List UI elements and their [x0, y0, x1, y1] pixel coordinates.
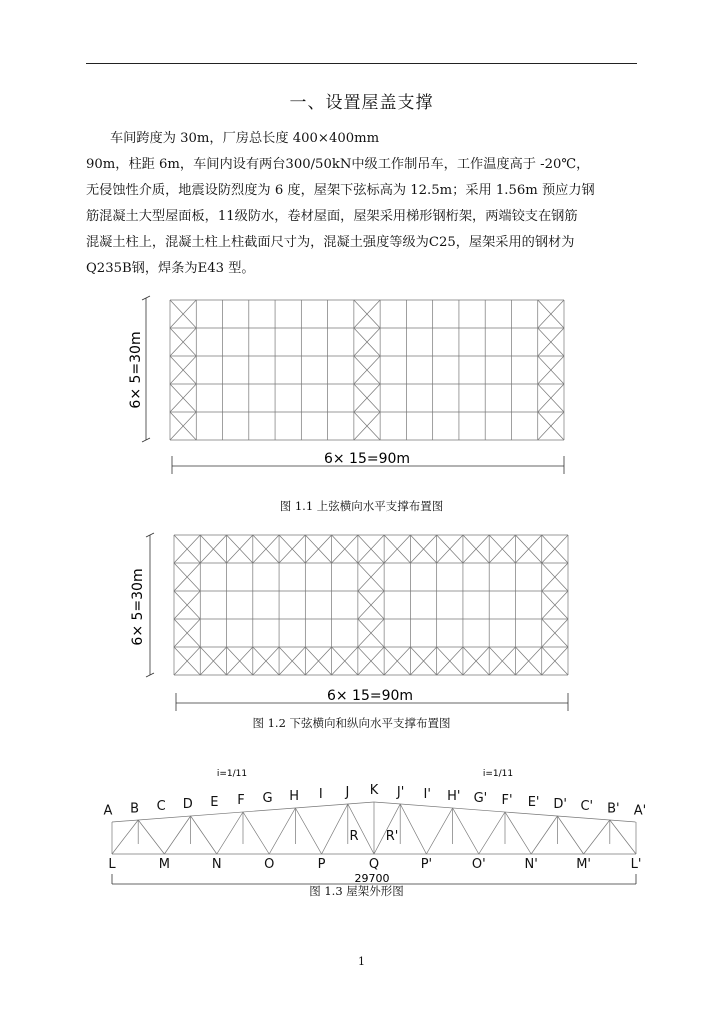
vertical-dimension: 6× 5=30m — [130, 568, 146, 646]
body-line: 筋混凝土大型屋面板，11级防水，卷材屋面，屋架采用梯形钢桁架，两端铰支在钢筋 — [86, 209, 578, 224]
figure-caption: 图 1.1 上弦横向水平支撑布置图 — [279, 499, 444, 513]
bottom-node-label: O' — [471, 857, 486, 872]
web-diagonal — [505, 812, 531, 854]
web-diagonal — [400, 804, 426, 854]
body-line: 混凝土柱上，混凝土柱上柱截面尺寸为，混凝土强度等级为C25，屋架采用的钢材为 — [86, 235, 575, 250]
body-line: Q235B钢，焊条为E43 型。 — [86, 261, 255, 276]
web-diagonal — [243, 812, 269, 854]
web-diagonal — [426, 808, 452, 854]
top-node-label: I — [318, 787, 323, 803]
top-node-label: D — [182, 797, 193, 813]
bottom-node-label: M' — [576, 857, 591, 872]
slope-label-left: i=1/11 — [216, 769, 248, 779]
top-node-label: G — [262, 791, 273, 807]
body-line: 车间跨度为 30m，厂房总长度 400×400mm — [110, 131, 380, 146]
bottom-node-label: L — [108, 857, 116, 872]
body-paragraph — [86, 126, 646, 282]
web-diagonal — [531, 816, 557, 854]
slope-label-right: i=1/11 — [482, 769, 514, 779]
top-node-label: B — [130, 801, 140, 817]
web-diagonal — [112, 820, 138, 854]
web-diagonal — [269, 808, 295, 854]
top-node-label: C' — [580, 799, 594, 815]
web-diagonal — [191, 816, 217, 854]
body-line: 90m，柱距 6m，车间内设有两台300/50kN中级工作制吊车，工作温度高于 -20℃， — [86, 157, 590, 172]
bottom-node-label: L' — [630, 857, 642, 872]
top-node-label: K — [369, 783, 379, 798]
top-node-label: F — [237, 793, 245, 809]
web-diagonal — [479, 812, 505, 854]
mid-node-label: R — [349, 829, 359, 844]
top-node-label: C — [156, 799, 166, 815]
vertical-dimension: 6× 5=30m — [128, 331, 144, 409]
top-node-label: J' — [396, 785, 405, 801]
section-title: 一、设置屋盖支撑 — [289, 93, 434, 113]
top-node-label: E — [210, 795, 219, 811]
bottom-node-label: M — [158, 857, 171, 872]
top-node-label: F' — [501, 793, 513, 809]
span-dimension: 29700 — [354, 872, 390, 885]
top-node-label: G' — [473, 791, 488, 807]
bottom-node-label: P — [317, 857, 326, 872]
horizontal-dimension: 6× 15=90m — [326, 688, 414, 704]
figure-upper-chord-bracing — [0, 290, 723, 490]
web-diagonal — [453, 808, 479, 854]
web-diagonal — [295, 808, 321, 854]
body-line: 无侵蚀性介质，地震设防烈度为 6 度，屋架下弦标高为 12.5m；采用 1.56m 预应力钢 — [86, 183, 595, 198]
bottom-node-label: Q — [368, 857, 380, 872]
web-diagonal — [557, 816, 583, 854]
page-number: 1 — [358, 955, 365, 968]
bottom-node-label: P' — [420, 857, 433, 872]
web-diagonal — [584, 820, 610, 854]
header-rule — [86, 63, 637, 64]
top-node-label: J — [345, 785, 350, 801]
top-node-label: H — [289, 789, 300, 805]
top-node-label: A — [103, 803, 113, 819]
web-diagonal — [217, 812, 243, 854]
top-node-label: B' — [607, 801, 620, 817]
top-node-label: I' — [423, 787, 431, 803]
top-node-label: D' — [553, 797, 567, 813]
top-node-label: H' — [447, 789, 461, 805]
top-node-label: A' — [633, 803, 647, 819]
mid-node-label: R' — [385, 829, 399, 844]
web-diagonal — [610, 820, 636, 854]
bottom-node-label: O — [264, 857, 275, 872]
web-diagonal — [322, 804, 348, 854]
figure-lower-chord-bracing — [0, 525, 723, 715]
figure-caption: 图 1.3 屋架外形图 — [309, 884, 404, 898]
figure-caption: 图 1.2 下弦横向和纵向水平支撑布置图 — [252, 716, 451, 730]
bottom-node-label: N' — [524, 857, 538, 872]
web-diagonal — [138, 820, 164, 854]
horizontal-dimension: 6× 15=90m — [323, 451, 411, 467]
figure-truss-elevation — [0, 760, 723, 885]
bottom-node-label: N — [211, 857, 222, 872]
web-diagonal — [164, 816, 190, 854]
top-node-label: E' — [527, 795, 540, 811]
